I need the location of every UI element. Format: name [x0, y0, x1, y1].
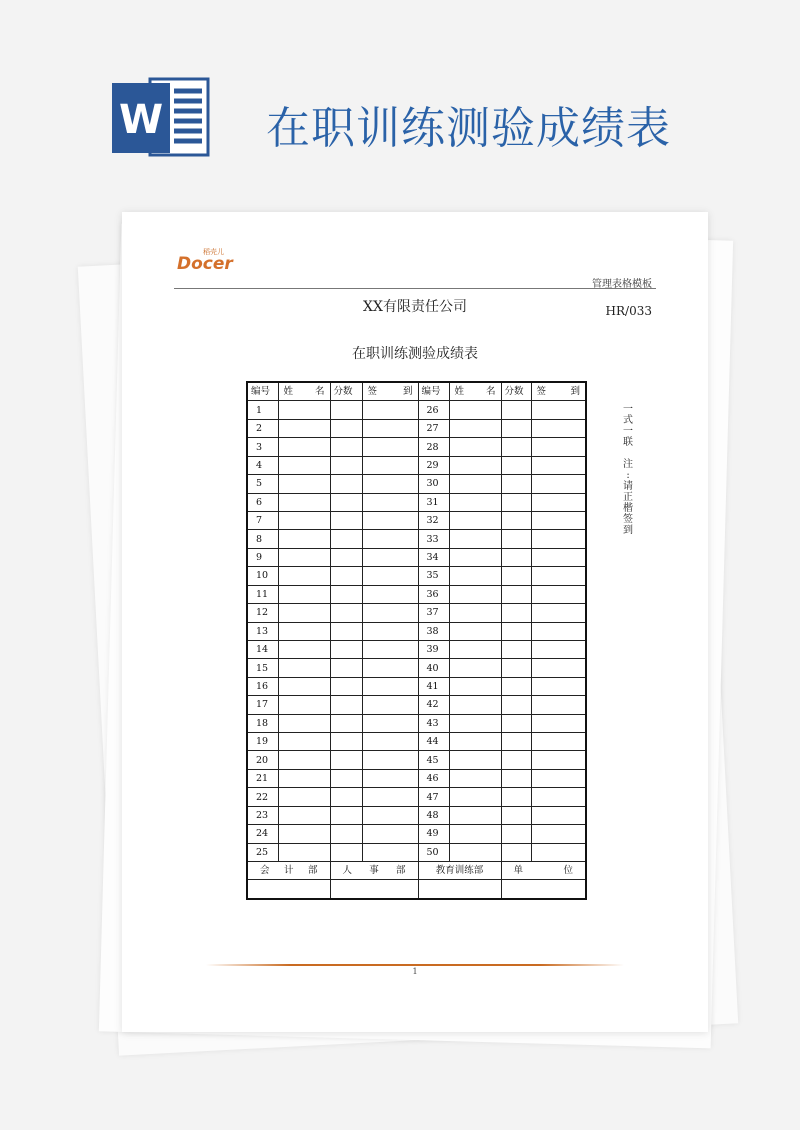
sign-cell[interactable]	[362, 640, 418, 658]
score-cell[interactable]	[330, 419, 362, 437]
sign-cell[interactable]	[362, 825, 418, 843]
header-sign-char: 到	[570, 386, 580, 398]
score-cell[interactable]	[330, 475, 362, 493]
score-cell[interactable]	[330, 604, 362, 622]
score-cell[interactable]	[330, 769, 362, 787]
table-row	[247, 659, 586, 677]
name-cell[interactable]	[449, 438, 501, 456]
unit-signature-cell[interactable]	[501, 880, 586, 899]
table-row	[247, 585, 586, 603]
row-number: 23	[247, 806, 278, 824]
score-cell[interactable]	[501, 622, 531, 640]
accounting-dept-label	[247, 862, 330, 880]
header-score: 分数	[330, 382, 362, 401]
row-number: 20	[247, 751, 278, 769]
logo-subtitle: 稻壳儿	[203, 248, 224, 256]
row-number: 42	[418, 696, 449, 714]
name-cell[interactable]	[278, 567, 330, 585]
name-cell[interactable]	[278, 677, 330, 695]
unit-label-char: 单	[513, 865, 524, 877]
name-cell[interactable]	[278, 604, 330, 622]
logo-text: Docer	[177, 254, 233, 274]
score-cell[interactable]	[330, 806, 362, 824]
header-sign-char: 签	[536, 386, 547, 398]
name-cell[interactable]	[278, 419, 330, 437]
table-row	[247, 438, 586, 456]
side-note-char: 请	[623, 481, 633, 492]
name-cell[interactable]	[278, 825, 330, 843]
signature-label-row	[247, 862, 586, 880]
name-cell[interactable]	[449, 825, 501, 843]
accounting-dept-label-char: 会	[260, 865, 270, 877]
hr-dept-label	[330, 862, 418, 880]
score-cell[interactable]	[501, 604, 531, 622]
score-cell[interactable]	[501, 511, 531, 529]
score-cell[interactable]	[330, 567, 362, 585]
accounting-dept-label-char: 部	[307, 865, 318, 877]
row-number: 21	[247, 769, 278, 787]
score-cell[interactable]	[330, 401, 362, 419]
header-name-char: 名	[314, 386, 325, 398]
name-cell[interactable]	[278, 788, 330, 806]
row-number: 47	[418, 788, 449, 806]
score-cell[interactable]	[330, 733, 362, 751]
table-row	[247, 567, 586, 585]
score-cell[interactable]	[330, 530, 362, 548]
sign-cell[interactable]	[362, 843, 418, 861]
header-name	[449, 382, 501, 401]
row-number: 19	[247, 733, 278, 751]
svg-text:W: W	[118, 97, 164, 143]
sign-cell[interactable]	[362, 659, 418, 677]
table-row	[247, 825, 586, 843]
table-row	[247, 530, 586, 548]
hr-dept-label-char: 部	[395, 865, 406, 877]
score-cell[interactable]	[501, 456, 531, 474]
name-cell[interactable]	[278, 585, 330, 603]
sign-cell[interactable]	[362, 769, 418, 787]
name-cell[interactable]	[278, 493, 330, 511]
sign-cell[interactable]	[362, 456, 418, 474]
sign-cell[interactable]	[362, 401, 418, 419]
sign-cell[interactable]	[362, 696, 418, 714]
score-cell[interactable]	[501, 585, 531, 603]
name-cell[interactable]	[449, 493, 501, 511]
row-number: 38	[418, 622, 449, 640]
sign-cell[interactable]	[362, 548, 418, 566]
row-number: 25	[247, 843, 278, 861]
table-row	[247, 548, 586, 566]
sign-cell[interactable]	[531, 769, 586, 787]
name-cell[interactable]	[278, 456, 330, 474]
sign-cell[interactable]	[531, 733, 586, 751]
table-row	[247, 511, 586, 529]
sign-cell[interactable]	[362, 788, 418, 806]
header-num: 编号	[418, 382, 449, 401]
row-number: 29	[418, 456, 449, 474]
row-number: 5	[247, 475, 278, 493]
table-row	[247, 677, 586, 695]
table-row	[247, 696, 586, 714]
name-cell[interactable]	[449, 456, 501, 474]
score-cell[interactable]	[501, 640, 531, 658]
row-number: 18	[247, 714, 278, 732]
sign-cell[interactable]	[531, 401, 586, 419]
name-cell[interactable]	[278, 530, 330, 548]
score-cell[interactable]	[501, 788, 531, 806]
score-cell[interactable]	[501, 401, 531, 419]
header-sign-char: 到	[402, 386, 413, 398]
row-number: 37	[418, 604, 449, 622]
name-cell[interactable]	[278, 751, 330, 769]
score-cell[interactable]	[501, 530, 531, 548]
name-cell[interactable]	[278, 769, 330, 787]
table-row	[247, 769, 586, 787]
table-row	[247, 401, 586, 419]
sign-cell[interactable]	[362, 604, 418, 622]
row-number: 3	[247, 438, 278, 456]
sign-cell[interactable]	[531, 419, 586, 437]
name-cell[interactable]	[449, 401, 501, 419]
name-cell[interactable]	[449, 585, 501, 603]
row-number: 41	[418, 677, 449, 695]
sign-cell[interactable]	[531, 677, 586, 695]
training-signature-cell[interactable]	[418, 880, 501, 899]
table-row	[247, 419, 586, 437]
score-cell[interactable]	[330, 493, 362, 511]
sign-cell[interactable]	[362, 475, 418, 493]
header-name-char: 姓	[283, 386, 294, 398]
header-name-char: 名	[485, 386, 496, 398]
row-number: 32	[418, 511, 449, 529]
score-cell[interactable]	[501, 659, 531, 677]
sign-cell[interactable]	[531, 475, 586, 493]
name-cell[interactable]	[278, 714, 330, 732]
side-note-char	[621, 448, 635, 459]
row-number: 24	[247, 825, 278, 843]
row-number: 50	[418, 843, 449, 861]
score-cell[interactable]	[501, 677, 531, 695]
name-cell[interactable]	[449, 677, 501, 695]
row-number: 40	[418, 659, 449, 677]
sign-cell[interactable]	[531, 604, 586, 622]
sign-cell[interactable]	[531, 640, 586, 658]
table-row	[247, 456, 586, 474]
sign-cell[interactable]	[531, 825, 586, 843]
training-dept-label: 教育训练部	[418, 862, 501, 880]
sign-cell[interactable]	[531, 714, 586, 732]
score-cell[interactable]	[330, 751, 362, 769]
sign-cell[interactable]	[362, 419, 418, 437]
name-cell[interactable]	[449, 622, 501, 640]
name-cell[interactable]	[278, 401, 330, 419]
form-title: 在职训练测验成绩表	[352, 346, 478, 362]
docer-logo	[177, 248, 233, 274]
row-number: 31	[418, 493, 449, 511]
side-note-char: 一	[623, 404, 633, 415]
name-cell[interactable]	[449, 659, 501, 677]
name-cell[interactable]	[449, 419, 501, 437]
score-cell[interactable]	[330, 714, 362, 732]
score-cell[interactable]	[330, 585, 362, 603]
row-number: 12	[247, 604, 278, 622]
sign-cell[interactable]	[362, 806, 418, 824]
score-cell[interactable]	[501, 843, 531, 861]
score-cell[interactable]	[501, 806, 531, 824]
sign-cell[interactable]	[362, 751, 418, 769]
name-cell[interactable]	[449, 769, 501, 787]
score-cell[interactable]	[330, 548, 362, 566]
name-cell[interactable]	[449, 475, 501, 493]
row-number: 9	[247, 548, 278, 566]
side-note-char: 正	[623, 492, 633, 503]
table-row	[247, 806, 586, 824]
sign-cell[interactable]	[362, 530, 418, 548]
hr-dept-label-char: 事	[369, 865, 379, 877]
score-cell[interactable]	[501, 769, 531, 787]
score-cell[interactable]	[330, 659, 362, 677]
row-number: 2	[247, 419, 278, 437]
sign-cell[interactable]	[531, 585, 586, 603]
score-cell[interactable]	[330, 456, 362, 474]
sign-cell[interactable]	[531, 530, 586, 548]
sign-cell[interactable]	[531, 806, 586, 824]
name-cell[interactable]	[278, 622, 330, 640]
score-cell[interactable]	[330, 438, 362, 456]
document-page	[122, 212, 708, 1032]
header-divider	[174, 288, 656, 289]
score-cell[interactable]	[501, 548, 531, 566]
row-number: 33	[418, 530, 449, 548]
name-cell[interactable]	[278, 475, 330, 493]
row-number: 14	[247, 640, 278, 658]
sign-cell[interactable]	[362, 622, 418, 640]
name-cell[interactable]	[449, 751, 501, 769]
sign-cell[interactable]	[531, 788, 586, 806]
row-number: 27	[418, 419, 449, 437]
score-cell[interactable]	[330, 788, 362, 806]
header-sign-char: 签	[367, 386, 378, 398]
sign-cell[interactable]	[362, 585, 418, 603]
score-cell[interactable]	[501, 567, 531, 585]
sign-cell[interactable]	[362, 511, 418, 529]
score-cell[interactable]	[501, 475, 531, 493]
row-number: 35	[418, 567, 449, 585]
header-sign	[531, 382, 586, 401]
table-row	[247, 640, 586, 658]
row-number: 34	[418, 548, 449, 566]
side-note-char: 联	[623, 437, 633, 448]
row-number: 8	[247, 530, 278, 548]
score-cell[interactable]	[330, 843, 362, 861]
table-row	[247, 604, 586, 622]
row-number: 30	[418, 475, 449, 493]
row-number: 48	[418, 806, 449, 824]
score-cell[interactable]	[330, 696, 362, 714]
score-cell[interactable]	[501, 733, 531, 751]
row-number: 39	[418, 640, 449, 658]
sign-cell[interactable]	[362, 733, 418, 751]
name-cell[interactable]	[278, 843, 330, 861]
header-num: 编号	[247, 382, 278, 401]
row-number: 13	[247, 622, 278, 640]
row-number: 26	[418, 401, 449, 419]
sign-cell[interactable]	[531, 438, 586, 456]
name-cell[interactable]	[449, 511, 501, 529]
sign-cell[interactable]	[531, 493, 586, 511]
hr-signature-cell[interactable]	[330, 880, 418, 899]
name-cell[interactable]	[449, 567, 501, 585]
header-row	[247, 382, 586, 401]
table-row	[247, 751, 586, 769]
accounting-signature-cell[interactable]	[247, 880, 330, 899]
score-cell[interactable]	[501, 696, 531, 714]
name-cell[interactable]	[449, 843, 501, 861]
accounting-dept-label-char: 计	[283, 865, 294, 877]
name-cell[interactable]	[278, 733, 330, 751]
score-cell[interactable]	[330, 640, 362, 658]
name-cell[interactable]	[449, 806, 501, 824]
side-note-char: 一	[623, 426, 633, 437]
name-cell[interactable]	[278, 511, 330, 529]
side-note-char: 注	[623, 459, 633, 470]
score-cell[interactable]	[501, 493, 531, 511]
sign-cell[interactable]	[362, 567, 418, 585]
company-name: XX有限责任公司	[363, 299, 467, 315]
hr-dept-label-char: 人	[342, 865, 353, 877]
document-code: HR/033	[605, 304, 652, 318]
table-row	[247, 714, 586, 732]
table-row	[247, 733, 586, 751]
row-number: 28	[418, 438, 449, 456]
unit-label	[501, 862, 586, 880]
table-row	[247, 843, 586, 861]
name-cell[interactable]	[449, 714, 501, 732]
row-number: 22	[247, 788, 278, 806]
name-cell[interactable]	[278, 438, 330, 456]
name-cell[interactable]	[278, 548, 330, 566]
score-cell[interactable]	[501, 825, 531, 843]
name-cell[interactable]	[449, 604, 501, 622]
score-cell[interactable]	[501, 714, 531, 732]
row-number: 15	[247, 659, 278, 677]
row-number: 44	[418, 733, 449, 751]
header-name-char: 姓	[454, 386, 465, 398]
sign-cell[interactable]	[531, 511, 586, 529]
score-cell[interactable]	[501, 751, 531, 769]
sign-cell[interactable]	[362, 677, 418, 695]
name-cell[interactable]	[278, 640, 330, 658]
name-cell[interactable]	[449, 788, 501, 806]
row-number: 49	[418, 825, 449, 843]
row-number: 7	[247, 511, 278, 529]
sign-cell[interactable]	[531, 751, 586, 769]
sign-cell[interactable]	[531, 567, 586, 585]
score-cell[interactable]	[330, 511, 362, 529]
side-note-char: 楷	[623, 503, 633, 514]
name-cell[interactable]	[278, 696, 330, 714]
sign-cell[interactable]	[362, 493, 418, 511]
sign-cell[interactable]	[531, 548, 586, 566]
sign-cell[interactable]	[362, 714, 418, 732]
side-note-char: 到	[623, 525, 633, 536]
name-cell[interactable]	[449, 733, 501, 751]
row-number: 46	[418, 769, 449, 787]
header-name	[278, 382, 330, 401]
signature-input-row	[247, 880, 586, 899]
row-number: 45	[418, 751, 449, 769]
row-number: 10	[247, 567, 278, 585]
table-row	[247, 622, 586, 640]
unit-label-char: 位	[563, 865, 573, 877]
name-cell[interactable]	[449, 530, 501, 548]
name-cell[interactable]	[278, 806, 330, 824]
row-number: 17	[247, 696, 278, 714]
score-cell[interactable]	[501, 419, 531, 437]
row-number: 36	[418, 585, 449, 603]
side-note-char: 签	[623, 514, 633, 525]
side-note	[621, 404, 635, 536]
row-number: 43	[418, 714, 449, 732]
header-sign	[362, 382, 418, 401]
row-number: 11	[247, 585, 278, 603]
header-score: 分数	[501, 382, 531, 401]
row-number: 4	[247, 456, 278, 474]
name-cell[interactable]	[449, 640, 501, 658]
sign-cell[interactable]	[362, 438, 418, 456]
score-table	[246, 381, 587, 900]
table-row	[247, 493, 586, 511]
banner-title: 在职训练测验成绩表	[266, 103, 671, 154]
sign-cell[interactable]	[531, 622, 586, 640]
word-document-icon	[112, 75, 212, 159]
row-number: 1	[247, 401, 278, 419]
name-cell[interactable]	[449, 548, 501, 566]
table-row	[247, 475, 586, 493]
name-cell[interactable]	[449, 696, 501, 714]
footer-divider	[206, 964, 624, 966]
score-cell[interactable]	[330, 677, 362, 695]
template-label: 管理表格模板	[592, 279, 652, 290]
page-number: 1	[412, 967, 418, 976]
row-number: 16	[247, 677, 278, 695]
side-note-char: :	[626, 470, 630, 481]
table-row	[247, 788, 586, 806]
sign-cell[interactable]	[531, 659, 586, 677]
name-cell[interactable]	[278, 659, 330, 677]
row-number: 6	[247, 493, 278, 511]
sign-cell[interactable]	[531, 456, 586, 474]
side-note-char: 式	[623, 415, 633, 426]
score-cell[interactable]	[330, 622, 362, 640]
sign-cell[interactable]	[531, 696, 586, 714]
sign-cell[interactable]	[531, 843, 586, 861]
score-cell[interactable]	[501, 438, 531, 456]
score-cell[interactable]	[330, 825, 362, 843]
